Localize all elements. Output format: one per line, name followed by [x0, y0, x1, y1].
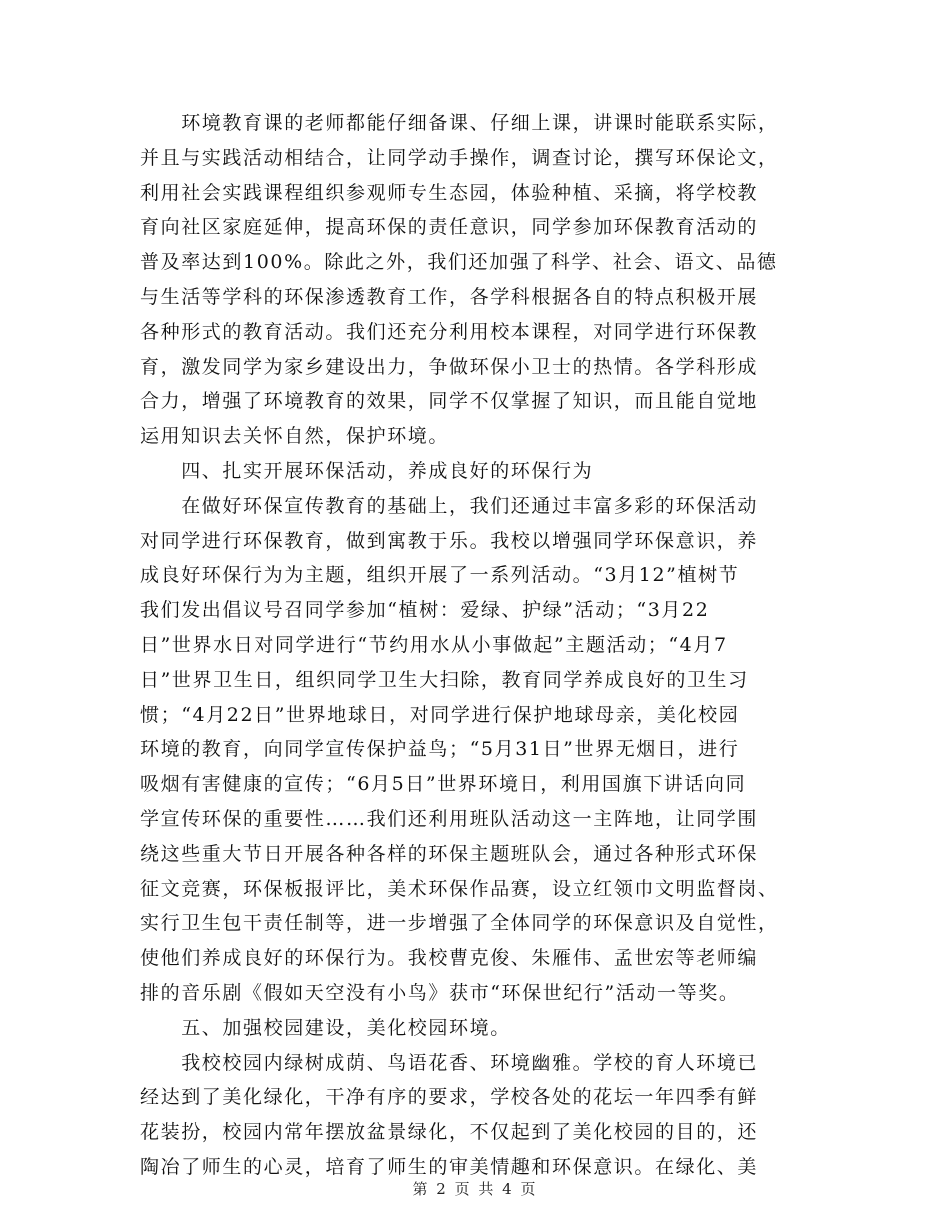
text-line: 惯；“4月22日”世界地球日，对同学进行保护地球母亲，美化校园 — [140, 703, 740, 726]
text-line: 排的音乐剧《假如天空没有小鸟》获市“环保世纪行”活动一等奖。 — [140, 981, 740, 1004]
text-line: 我校校园内绿树成荫、鸟语花香、环境幽雅。学校的育人环境已 — [140, 1051, 759, 1074]
text-line: 运用知识去关怀自然，保护环境。 — [140, 425, 450, 448]
text-line: 普及率达到100%。除此之外，我们还加强了科学、社会、语文、品德 — [140, 251, 778, 274]
text-line: 实行卫生包干责任制等，进一步增强了全体同学的环保意识及自觉性， — [140, 912, 779, 935]
text-line: 学宣传环保的重要性……我们还利用班队活动这一主阵地，让同学围 — [140, 807, 759, 830]
page-footer: 第 2 页 共 4 页 — [412, 1180, 538, 1198]
text-line: 各种形式的教育活动。我们还充分利用校本课程，对同学进行环保教 — [140, 320, 759, 343]
text-line: 环境教育课的老师都能仔细备课、仔细上课，讲课时能联系实际， — [140, 112, 779, 134]
text-line: 陶冶了师生的心灵，培育了师生的审美情趣和环保意识。在绿化、美 — [140, 1155, 759, 1178]
document-body — [140, 106, 812, 1185]
text-line: 经达到了美化绿化，干净有序的要求，学校各处的花坛一年四季有鲜 — [140, 1086, 759, 1109]
text-line: 利用社会实践课程组织参观师专生态园，体验种植、采摘，将学校教 — [140, 181, 759, 204]
text-line: 环境的教育，向同学宣传保护益鸟；“5月31日”世界无烟日，进行 — [140, 738, 740, 761]
text-line: 征文竞赛，环保板报评比，美术环保作品赛，设立红领巾文明监督岗、 — [140, 877, 779, 900]
text-line: 育，激发同学为家乡建设出力，争做环保小卫士的热情。各学科形成 — [140, 355, 759, 378]
text-line: 成良好环保行为为主题，组织开展了一系列活动。“3月12”植树节 — [140, 564, 740, 587]
text-line: 与生活等学科的环保渗透教育工作，各学科根据各自的特点积极开展 — [140, 285, 759, 308]
text-line: 我们发出倡议号召同学参加“植树：爱绿、护绿”活动；“3月22 — [140, 599, 710, 622]
text-line: 育向社区家庭延伸，提高环保的责任意识，同学参加环保教育活动的 — [140, 216, 759, 239]
text-line: 合力，增强了环境教育的效果，同学不仅掌握了知识，而且能自觉地 — [140, 390, 759, 413]
text-line: 使他们养成良好的环保行为。我校曹克俊、朱雁伟、孟世宏等老师编 — [140, 947, 759, 970]
text-line: 吸烟有害健康的宣传；“6月5日”世界环境日，利用国旗下讲话向同 — [140, 773, 747, 796]
text-line: 对同学进行环保教育，做到寓教于乐。我校以增强同学环保意识，养 — [140, 529, 759, 552]
text-line: 四、扎实开展环保活动，养成良好的环保行为 — [140, 459, 594, 482]
text-line: 日”世界卫生日，组织同学卫生大扫除，教育同学养成良好的卫生习 — [140, 668, 749, 691]
text-line: 五、加强校园建设，美化校园环境。 — [140, 1016, 511, 1039]
text-line: 花装扮，校园内常年摆放盆景绿化，不仅起到了美化校园的目的，还 — [140, 1121, 759, 1144]
text-line: 日”世界水日对同学进行“节约用水从小事做起”主题活动；“4月7 — [140, 633, 728, 656]
text-line: 绕这些重大节日开展各种各样的环保主题班队会，通过各种形式环保 — [140, 842, 759, 865]
text-line: 并且与实践活动相结合，让同学动手操作，调查讨论，撰写环保论文， — [140, 146, 779, 169]
text-line: 在做好环保宣传教育的基础上，我们还通过丰富多彩的环保活动 — [140, 494, 759, 517]
